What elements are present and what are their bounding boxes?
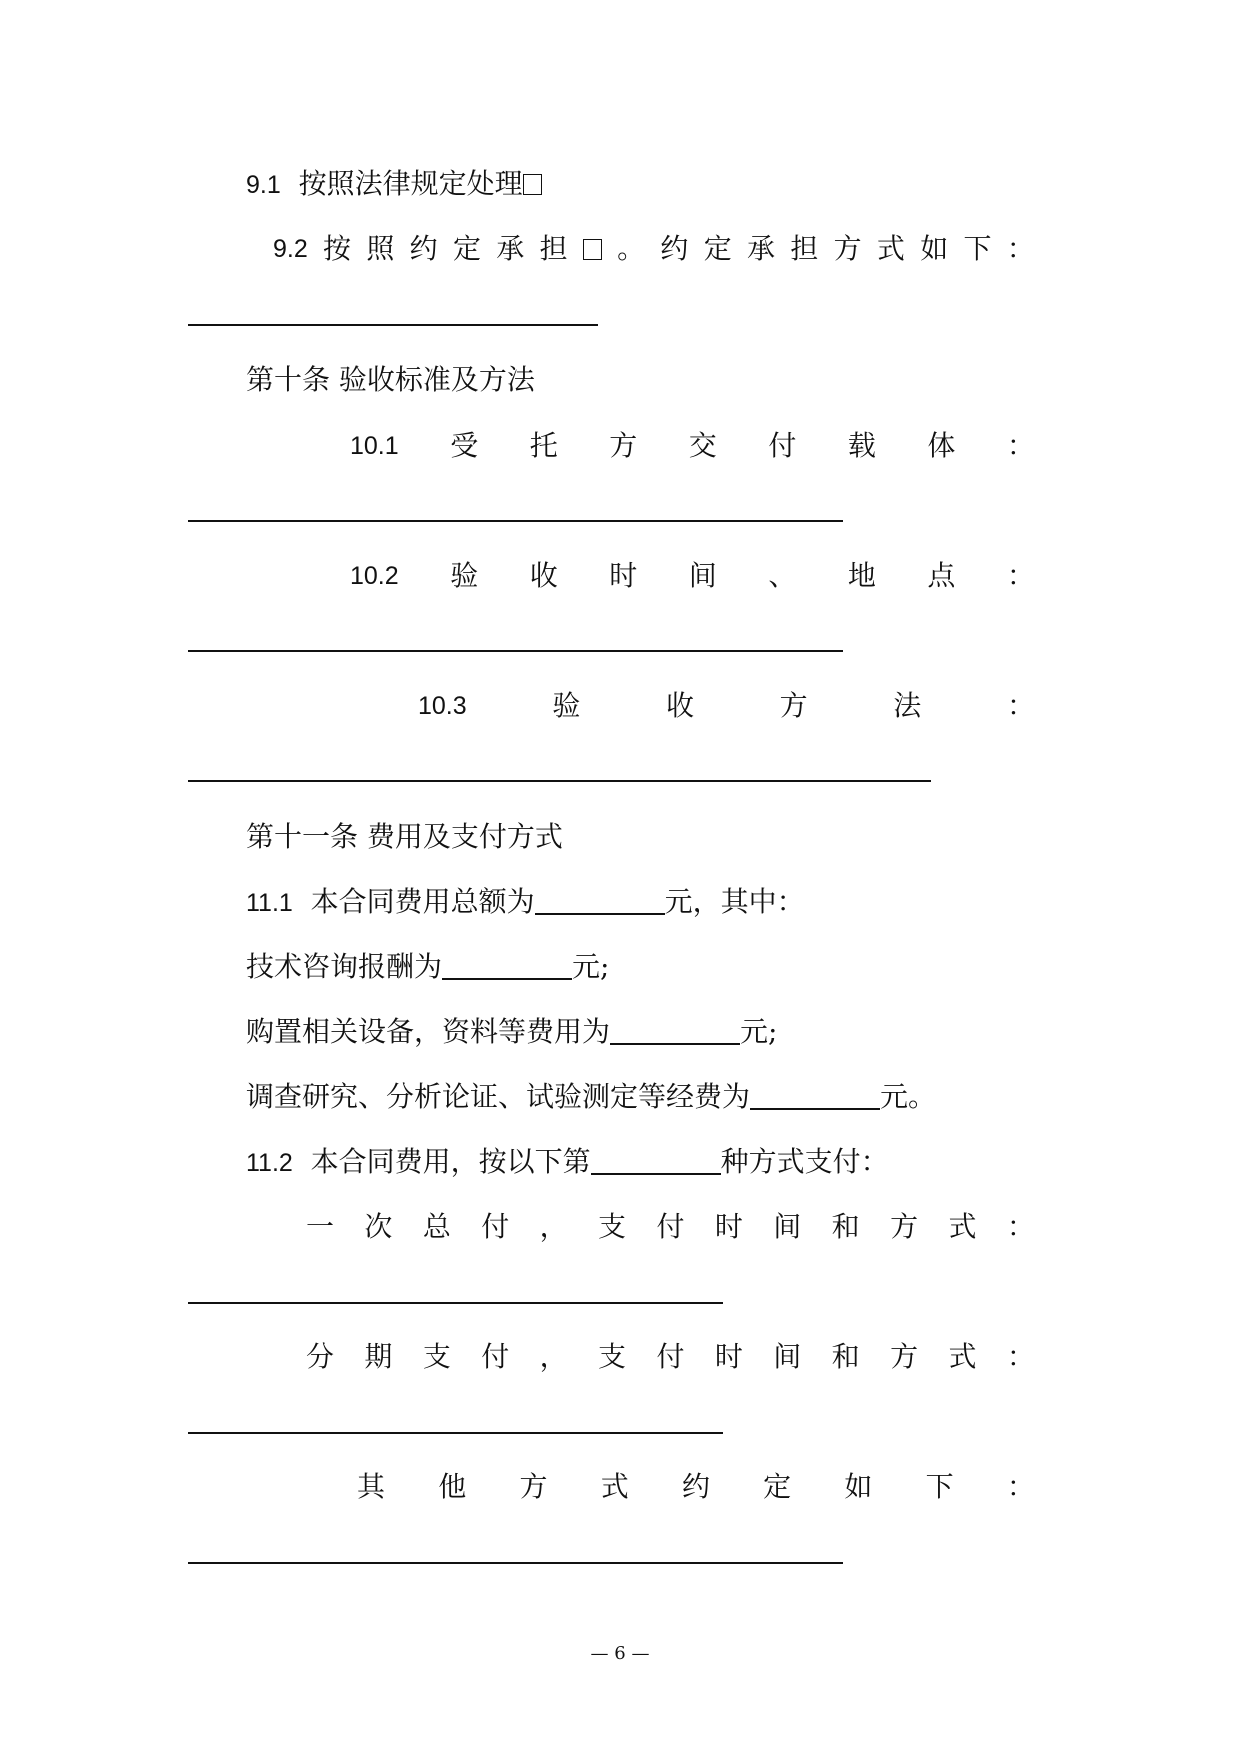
char: 付	[656, 1210, 685, 1243]
char: 和	[831, 1340, 860, 1373]
char: 承	[747, 232, 776, 265]
payment-other	[357, 1467, 1035, 1507]
fill-in-line[interactable]	[188, 520, 843, 522]
char: 约	[660, 232, 689, 265]
char: 定	[763, 1470, 792, 1503]
amount-blank[interactable]	[610, 1013, 740, 1045]
char: 担	[790, 232, 819, 265]
clause-10-2	[350, 556, 1035, 596]
clause-number: 9.2	[273, 235, 308, 263]
clause-number: 11.2	[246, 1149, 293, 1177]
char: 式	[600, 1470, 629, 1503]
clause-10-1	[350, 426, 1035, 466]
char: 支	[598, 1340, 627, 1373]
char: 方	[890, 1210, 919, 1243]
char: 法	[893, 689, 922, 722]
char: 方	[779, 689, 808, 722]
char: ：	[1006, 429, 1035, 462]
char: 式	[948, 1340, 977, 1373]
clause-text: 本合同费用，按以下第	[310, 1145, 591, 1178]
clause-number: 10.1	[350, 432, 399, 460]
clause-text: 按照法律规定处理	[298, 167, 523, 200]
char: 定	[452, 232, 481, 265]
char: 间	[773, 1210, 802, 1243]
char: 如	[844, 1470, 873, 1503]
char: ：	[1006, 689, 1035, 722]
article-10-heading: 第十条 验收标准及方法	[246, 363, 535, 396]
char: 点	[927, 559, 956, 592]
char: ，	[539, 1340, 568, 1373]
fee-text: 技术咨询报酬为	[246, 950, 443, 983]
amount-blank[interactable]	[535, 883, 665, 915]
clause-11-2	[246, 1142, 889, 1182]
char: 方	[833, 232, 862, 265]
clause-number: 9.1	[246, 171, 281, 199]
clause-11-1	[246, 882, 805, 922]
char: 支	[598, 1210, 627, 1243]
char: 付	[481, 1340, 510, 1373]
fill-in-line[interactable]	[188, 780, 931, 782]
char: 载	[847, 429, 876, 462]
char: 方	[609, 429, 638, 462]
clause-text: 种方式支付：	[720, 1145, 889, 1178]
char: 付	[768, 429, 797, 462]
char: 时	[714, 1210, 743, 1243]
char: ，	[539, 1210, 568, 1243]
char: 付	[481, 1210, 510, 1243]
clause-10-3	[418, 686, 1035, 726]
char: 交	[688, 429, 717, 462]
char: ：	[1006, 1340, 1035, 1373]
char: 如	[920, 232, 949, 265]
checkbox[interactable]	[583, 239, 602, 260]
fee-research	[246, 1077, 936, 1117]
clause-text: 本合同费用总额为	[310, 885, 535, 918]
char: 总	[422, 1210, 451, 1243]
char: 方	[890, 1340, 919, 1373]
char: 分	[306, 1340, 335, 1373]
payment-installments	[306, 1337, 1035, 1377]
clause-9-1	[246, 164, 542, 204]
char: 托	[529, 429, 558, 462]
char: 时	[609, 559, 638, 592]
clause-text: 元，其中：	[664, 885, 805, 918]
amount-blank[interactable]	[750, 1078, 880, 1110]
fee-text: 元。	[880, 1080, 937, 1113]
checkbox[interactable]	[523, 174, 542, 195]
char: 约	[409, 232, 438, 265]
char: 期	[364, 1340, 393, 1373]
payment-lump-sum	[306, 1207, 1035, 1247]
char: ：	[1006, 559, 1035, 592]
fill-in-line[interactable]	[188, 650, 843, 652]
char: 一	[306, 1210, 335, 1243]
method-blank[interactable]	[591, 1143, 721, 1175]
fee-consulting	[246, 947, 609, 987]
fee-text: 元;	[740, 1015, 778, 1048]
char: 其	[357, 1470, 386, 1503]
char: 体	[927, 429, 956, 462]
char: 付	[656, 1340, 685, 1373]
amount-blank[interactable]	[442, 948, 572, 980]
char: 照	[366, 232, 395, 265]
char: 验	[450, 559, 479, 592]
char: 定	[703, 232, 732, 265]
char: 、	[768, 559, 797, 592]
char: 验	[552, 689, 581, 722]
article-11-heading: 第十一条 费用及支付方式	[246, 820, 563, 853]
char: 他	[438, 1470, 467, 1503]
char: 次	[364, 1210, 393, 1243]
char: 式	[948, 1210, 977, 1243]
fill-in-line[interactable]	[188, 1432, 723, 1434]
char: 收	[665, 689, 694, 722]
clause-number: 10.2	[350, 562, 399, 590]
fee-text: 购置相关设备，资料等费用为	[246, 1015, 611, 1048]
char: 地	[847, 559, 876, 592]
char: 时	[714, 1340, 743, 1373]
char: 方	[519, 1470, 548, 1503]
fee-equipment	[246, 1012, 777, 1052]
char: 下	[963, 232, 992, 265]
char: 收	[529, 559, 558, 592]
char: ：	[1006, 1470, 1035, 1503]
clause-number: 11.1	[246, 889, 293, 917]
char: ：	[1006, 232, 1035, 265]
char: 约	[681, 1470, 710, 1503]
char: 支	[422, 1340, 451, 1373]
page-number: — 6 —	[590, 1643, 650, 1664]
char: 承	[496, 232, 525, 265]
fill-in-line[interactable]	[188, 324, 598, 326]
char: ：	[1006, 1210, 1035, 1243]
char: 间	[773, 1340, 802, 1373]
fill-in-line[interactable]	[188, 1302, 723, 1304]
clause-9-2	[273, 229, 1035, 269]
fee-text: 元;	[572, 950, 610, 983]
char: 。	[617, 232, 646, 265]
char: 担	[539, 232, 568, 265]
char: 按	[323, 232, 352, 265]
fill-in-line[interactable]	[188, 1562, 843, 1564]
clause-number: 10.3	[418, 692, 467, 720]
char: 受	[450, 429, 479, 462]
char: 间	[688, 559, 717, 592]
fee-text: 调查研究、分析论证、试验测定等经费为	[246, 1080, 751, 1113]
char: 式	[876, 232, 905, 265]
char: 下	[925, 1470, 954, 1503]
char: 和	[831, 1210, 860, 1243]
